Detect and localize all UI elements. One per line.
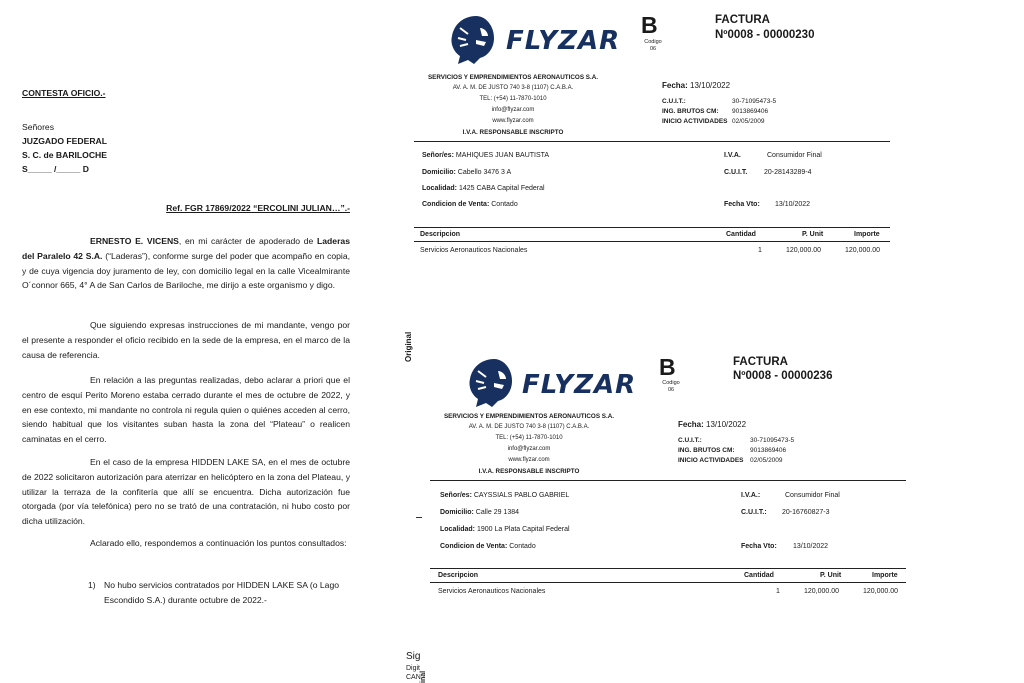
- p2-text: Que siguiendo expresas instrucciones de mi mandante, vengo por el presente a responder el oficio recibido en la sede de la empresa, en el marco de la causa de referencia.: [22, 320, 350, 360]
- company-name: Laderas del Paralelo 42 S.A.: [22, 236, 350, 261]
- localidad-label: Localidad:: [440, 526, 476, 533]
- company-web: www.flyzar.com: [492, 118, 534, 124]
- row-cantidad: 1: [776, 588, 780, 595]
- senores-label: Señor/es:: [440, 492, 472, 499]
- company-iva: I.V.A. RESPONSABLE INSCRIPTO: [462, 129, 564, 136]
- company-tel: TEL: (+54) 11-7870-1010: [479, 96, 547, 102]
- table-header-rule: [414, 241, 890, 242]
- col-punit: P. Unit: [820, 572, 842, 579]
- vto-label: Fecha Vto:: [724, 201, 760, 208]
- cuit-label: C.U.I.T.:: [678, 437, 702, 444]
- fragment-can: CAN: [406, 674, 421, 681]
- header-divider: [414, 141, 890, 142]
- fragment-rotated: inal: [420, 670, 427, 683]
- localidad-label: Localidad:: [422, 185, 458, 192]
- list-item-text: No hubo servicios contratados por HIDDEN LAKE SA (o Lago Escondido S.A.) durante octubre de 2022.-: [104, 580, 340, 605]
- lion-logo-icon: [464, 357, 514, 409]
- p1-tail: (“Laderas”), conforme surge del poder que acompaño en copia, y de cuya vigencia doy juramento de ley, con domicilio legal en la calle Vicealmirante O´connor 665, 4° A de San Carlos de Bariloche, me dirijo a este organismo y digo.: [22, 250, 351, 291]
- client-cuit-label: C.U.I.T.:: [741, 509, 767, 516]
- company-info: [429, 411, 629, 477]
- inicio-value: 02/05/2009: [750, 457, 783, 464]
- letter: [0, 0, 370, 683]
- senores-value: MAHIQUES JUAN BAUTISTA: [455, 152, 550, 159]
- company-name: SERVICIOS Y EMPRENDIMIENTOS AERONAUTICOS S.A.: [443, 413, 615, 420]
- fragment-digit: Digit: [406, 665, 421, 672]
- condicion-value: Contado: [491, 201, 518, 208]
- client-cuit-value: 20-28143289-4: [764, 169, 812, 176]
- inicio-label: INICIO ACTIVIDADES: [662, 118, 728, 125]
- brand-name: FLYZAR: [506, 26, 621, 56]
- company-address: AV. A. M. DE JUSTO 740 3-8 (1107) C.A.B.A.: [468, 424, 590, 430]
- invoice-type-letter: B: [659, 354, 676, 380]
- addressee-line-4: S_____ /_____ D: [22, 164, 89, 174]
- table-top-rule: [414, 227, 890, 228]
- paragraph-4: [22, 455, 350, 529]
- company-address: AV. A. M. DE JUSTO 740 3-8 (1107) C.A.B.A.: [452, 85, 574, 91]
- header-divider: [430, 480, 906, 481]
- fecha-value: 13/10/2022: [706, 420, 747, 429]
- senores-label: Señor/es:: [422, 152, 454, 159]
- fragment-sig: Sig: [406, 651, 421, 662]
- company-email: info@flyzar.com: [491, 107, 535, 113]
- col-importe: Importe: [854, 231, 880, 238]
- invoice-title: FACTURA: [715, 14, 770, 26]
- row-importe: 120,000.00: [863, 588, 899, 595]
- company-web: www.flyzar.com: [508, 457, 550, 463]
- client-cuit-label: C.U.I.T.: [724, 169, 748, 176]
- row-cantidad: 1: [758, 247, 762, 254]
- invoice-number: Nº0008 - 00000236: [733, 370, 833, 382]
- col-cantidad: Cantidad: [726, 231, 756, 238]
- list-item-number: 1): [88, 580, 96, 590]
- ib-value: 9013869406: [732, 108, 769, 115]
- condicion-value: Contado: [509, 543, 536, 550]
- localidad-value: 1900 La Plata Capital Federal: [476, 526, 570, 533]
- row-descripcion: Servicios Aeronauticos Nacionales: [420, 247, 528, 254]
- col-importe: Importe: [872, 572, 898, 579]
- row-descripcion: Servicios Aeronauticos Nacionales: [438, 588, 546, 595]
- col-cantidad: Cantidad: [744, 572, 774, 579]
- lion-logo-icon: [446, 14, 496, 66]
- letter-heading: CONTESTA OFICIO.-: [22, 88, 106, 98]
- col-descripcion: Descripcion: [438, 572, 479, 579]
- addressee-line-1: Señores: [22, 122, 55, 132]
- invoice-code: Codigo 06: [644, 39, 662, 52]
- reference-line: Ref. FGR 17869/2022 “ERCOLINI JULIAN…”.-: [166, 203, 350, 213]
- company-tel: TEL: (+54) 11-7870-1010: [495, 435, 563, 441]
- ib-value: 9013869406: [750, 447, 787, 454]
- iva-label: I.V.A.: [724, 152, 741, 159]
- signatory-name: ERNESTO E. VICENS: [90, 236, 179, 246]
- invoice-code: Codigo 06: [662, 380, 680, 393]
- company-iva: I.V.A. RESPONSABLE INSCRIPTO: [478, 468, 580, 475]
- ib-label: ING. BRUTOS CM:: [662, 108, 719, 115]
- cuit-value: 30-71095473-5: [750, 437, 795, 444]
- paragraph-2: [22, 318, 350, 362]
- cuit-value: 30-71095473-5: [732, 98, 777, 105]
- ib-label: ING. BRUTOS CM:: [678, 447, 735, 454]
- company-email: info@flyzar.com: [507, 446, 551, 452]
- company-name: SERVICIOS Y EMPRENDIMIENTOS AERONAUTICOS S.A.: [427, 74, 599, 81]
- vto-value: 13/10/2022: [775, 201, 811, 208]
- row-punit: 120,000.00: [804, 588, 840, 595]
- col-punit: P. Unit: [802, 231, 824, 238]
- inicio-value: 02/05/2009: [732, 118, 765, 125]
- addressee-line-3: S. C. de BARILOCHE: [22, 150, 107, 160]
- vto-label: Fecha Vto:: [741, 543, 777, 550]
- invoice-236: [428, 352, 908, 652]
- invoice-type-letter: B: [641, 12, 658, 38]
- dash-mark: [416, 517, 422, 518]
- senores-value: CAYSSIALS PABLO GABRIEL: [473, 492, 570, 499]
- row-punit: 120,000.00: [786, 247, 822, 254]
- company-info: [413, 72, 613, 138]
- original-label: Original: [404, 331, 413, 362]
- iva-value: Consumidor Final: [767, 152, 822, 159]
- invoice-title: FACTURA: [733, 356, 788, 368]
- fecha-value: 13/10/2022: [690, 81, 731, 90]
- p4-text: En el caso de la empresa HIDDEN LAKE SA, en el mes de octubre de 2022 solicitaron autorización para aterrizar en helicóptero en la zona del Plateau, y utilizar la terraza de la confitería que allí se encuentra. Dicha autorización fue otorgada (por vía telefónica) pero no se trató de una contratación, ni hubo costo por dicha utilización.: [22, 457, 350, 527]
- paragraph-3: [22, 373, 350, 447]
- p3-text: En relación a las preguntas realizadas, debo aclarar a priori que el centro de esquí Perito Moreno estaba cerrado durante el mes de octubre de 2022, y en ese contexto, mi mandante no controla ni regula quien o quiénes acceden al cerro, siendo habitual que los visitantes suban hasta la zona del “Plateau” o realicen caminatas en el cerro.: [22, 375, 350, 445]
- iva-value: Consumidor Final: [785, 492, 840, 499]
- brand-name: FLYZAR: [522, 370, 637, 400]
- domicilio-value: Calle 29 1384: [475, 509, 519, 516]
- condicion-label: Condicion de Venta:: [422, 201, 490, 208]
- invoice-number: Nº0008 - 00000230: [715, 29, 815, 41]
- p1-rest: , en mi carácter de apoderado de: [178, 236, 314, 246]
- col-descripcion: Descripcion: [420, 231, 461, 238]
- condicion-label: Condicion de Venta:: [440, 543, 508, 550]
- domicilio-label: Domicilio:: [440, 509, 474, 516]
- fecha-label: Fecha:: [678, 420, 704, 429]
- table-header-rule: [430, 582, 906, 583]
- inicio-label: INICIO ACTIVIDADES: [678, 457, 744, 464]
- domicilio-label: Domicilio:: [422, 169, 456, 176]
- paragraph-5: [22, 536, 350, 551]
- cuit-label: C.U.I.T.:: [662, 98, 686, 105]
- paragraph-1: [22, 234, 350, 293]
- row-importe: 120,000.00: [845, 247, 881, 254]
- vto-value: 13/10/2022: [793, 543, 829, 550]
- iva-label: I.V.A.:: [741, 492, 761, 499]
- domicilio-value: Cabello 3476 3 A: [457, 169, 512, 176]
- addressee-line-2: JUZGADO FEDERAL: [22, 136, 107, 146]
- p5-text: Aclarado ello, respondemos a continuación los puntos consultados:: [90, 538, 347, 548]
- invoice-230: [410, 8, 890, 308]
- localidad-value: 1425 CABA Capital Federal: [458, 185, 545, 192]
- table-top-rule: [430, 568, 906, 569]
- fecha-label: Fecha:: [662, 81, 688, 90]
- client-cuit-value: 20-16760827-3: [782, 509, 830, 516]
